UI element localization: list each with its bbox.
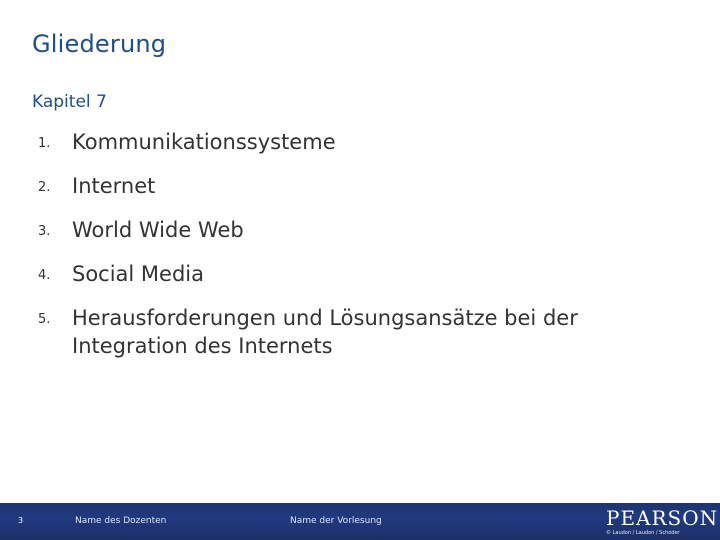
agenda-item-number: 4. xyxy=(38,268,51,283)
agenda-item xyxy=(38,128,678,156)
copyright-notice: © Laudon / Laudon / Schoder xyxy=(606,530,680,536)
lecturer-name: Name des Dozenten xyxy=(75,516,167,526)
slide-title: Gliederung xyxy=(32,30,167,58)
publisher-logo: PEARSON xyxy=(606,506,719,530)
footer-bar xyxy=(0,503,720,540)
course-name: Name der Vorlesung xyxy=(290,516,382,526)
agenda-item xyxy=(38,304,678,360)
agenda-item-text: Internet xyxy=(72,174,156,198)
agenda-item-text: Kommunikationssysteme xyxy=(72,130,336,154)
agenda-item-number: 3. xyxy=(38,224,51,239)
agenda-item-number: 5. xyxy=(38,312,51,327)
agenda-item-number: 2. xyxy=(38,180,51,195)
slide-subtitle: Kapitel 7 xyxy=(32,92,107,112)
agenda-list xyxy=(38,128,678,376)
agenda-item-text: Social Media xyxy=(72,262,205,286)
agenda-item xyxy=(38,172,678,200)
agenda-item-number: 1. xyxy=(38,136,51,151)
agenda-item xyxy=(38,260,678,288)
agenda-item-text: Herausforderungen und Lösungsansätze bei der Integration des Internets xyxy=(72,306,578,358)
agenda-item-text: World Wide Web xyxy=(72,218,244,242)
agenda-item xyxy=(38,216,678,244)
page-number: 3 xyxy=(18,516,24,525)
